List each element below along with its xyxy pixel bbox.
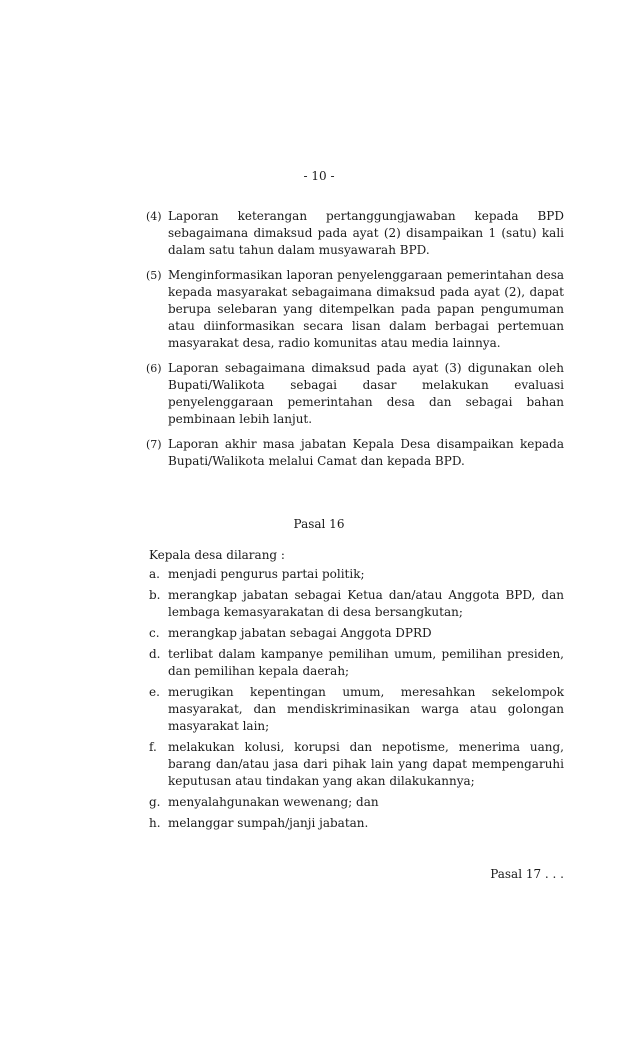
- ayat-number: (4): [146, 210, 162, 223]
- ayat-text: Menginformasikan laporan penyelenggaraan pemerintahan desa kepada masyarakat sebagaimana dimaksud pada ayat (2), dapat berupa selebaran yang ditempelkan pada papan pengumuman atau diinformasikan secara lisan dalam berbagai pertemuan masyarakat desa, radio komunitas atau media lainnya.: [168, 268, 564, 350]
- list-letter: b.: [149, 588, 161, 602]
- pasal-16-intro: Kepala desa dilarang :: [149, 548, 285, 562]
- pasal-16-heading: Pasal 16: [293, 517, 345, 531]
- list-item: [149, 566, 564, 583]
- ayat-5: [146, 267, 564, 352]
- list-text: melanggar sumpah/janji jabatan.: [168, 816, 369, 830]
- ayat-6: [146, 360, 564, 428]
- list-text: merangkap jabatan sebagai Ketua dan/atau Anggota BPD, dan lembaga kemasyarakatan di desa bersangkutan;: [168, 588, 564, 619]
- list-letter: d.: [149, 647, 161, 661]
- list-letter: h.: [149, 816, 161, 830]
- list-item: [149, 646, 564, 680]
- ayat-number: (7): [146, 438, 162, 451]
- ayat-number: (6): [146, 362, 162, 375]
- list-item: [149, 739, 564, 790]
- ayat-number: (5): [146, 269, 162, 282]
- next-pasal-continuation: Pasal 17 . . .: [490, 867, 564, 881]
- list-text: terlibat dalam kampanye pemilihan umum, pemilihan presiden, dan pemilihan kepala daerah;: [168, 647, 564, 678]
- list-text: menyalahgunakan wewenang; dan: [168, 795, 379, 809]
- list-letter: a.: [149, 567, 160, 581]
- larangan-list: [149, 566, 564, 836]
- list-item: [149, 815, 564, 832]
- page-number: - 10 -: [303, 169, 335, 183]
- list-item: [149, 794, 564, 811]
- list-item: [149, 587, 564, 621]
- list-letter: e.: [149, 685, 160, 699]
- ayat-7: [146, 436, 564, 470]
- list-item: [149, 625, 564, 642]
- list-letter: c.: [149, 626, 160, 640]
- ayat-text: Laporan keterangan pertanggungjawaban kepada BPD sebagaimana dimaksud pada ayat (2) disampaikan 1 (satu) kali dalam satu tahun dalam musyawarah BPD.: [168, 209, 564, 257]
- ayat-4: [146, 208, 564, 259]
- list-text: melakukan kolusi, korupsi dan nepotisme, menerima uang, barang dan/atau jasa dari pihak lain yang dapat mempengaruhi keputusan atau tindakan yang akan dilakukannya;: [168, 740, 564, 788]
- list-text: menjadi pengurus partai politik;: [168, 567, 365, 581]
- ayat-text: Laporan sebagaimana dimaksud pada ayat (3) digunakan oleh Bupati/Walikota sebagai dasar melakukan evaluasi penyelenggaraan pemerintahan desa dan sebagai bahan pembinaan lebih lanjut.: [168, 361, 564, 426]
- ayat-list: [146, 208, 564, 478]
- list-item: [149, 684, 564, 735]
- list-text: merugikan kepentingan umum, meresahkan sekelompok masyarakat, dan mendiskriminasikan warga atau golongan masyarakat lain;: [168, 685, 564, 733]
- list-text: merangkap jabatan sebagai Anggota DPRD: [168, 626, 432, 640]
- list-letter: f.: [149, 740, 157, 754]
- list-letter: g.: [149, 795, 161, 809]
- ayat-text: Laporan akhir masa jabatan Kepala Desa disampaikan kepada Bupati/Walikota melalui Camat dan kepada BPD.: [168, 437, 564, 468]
